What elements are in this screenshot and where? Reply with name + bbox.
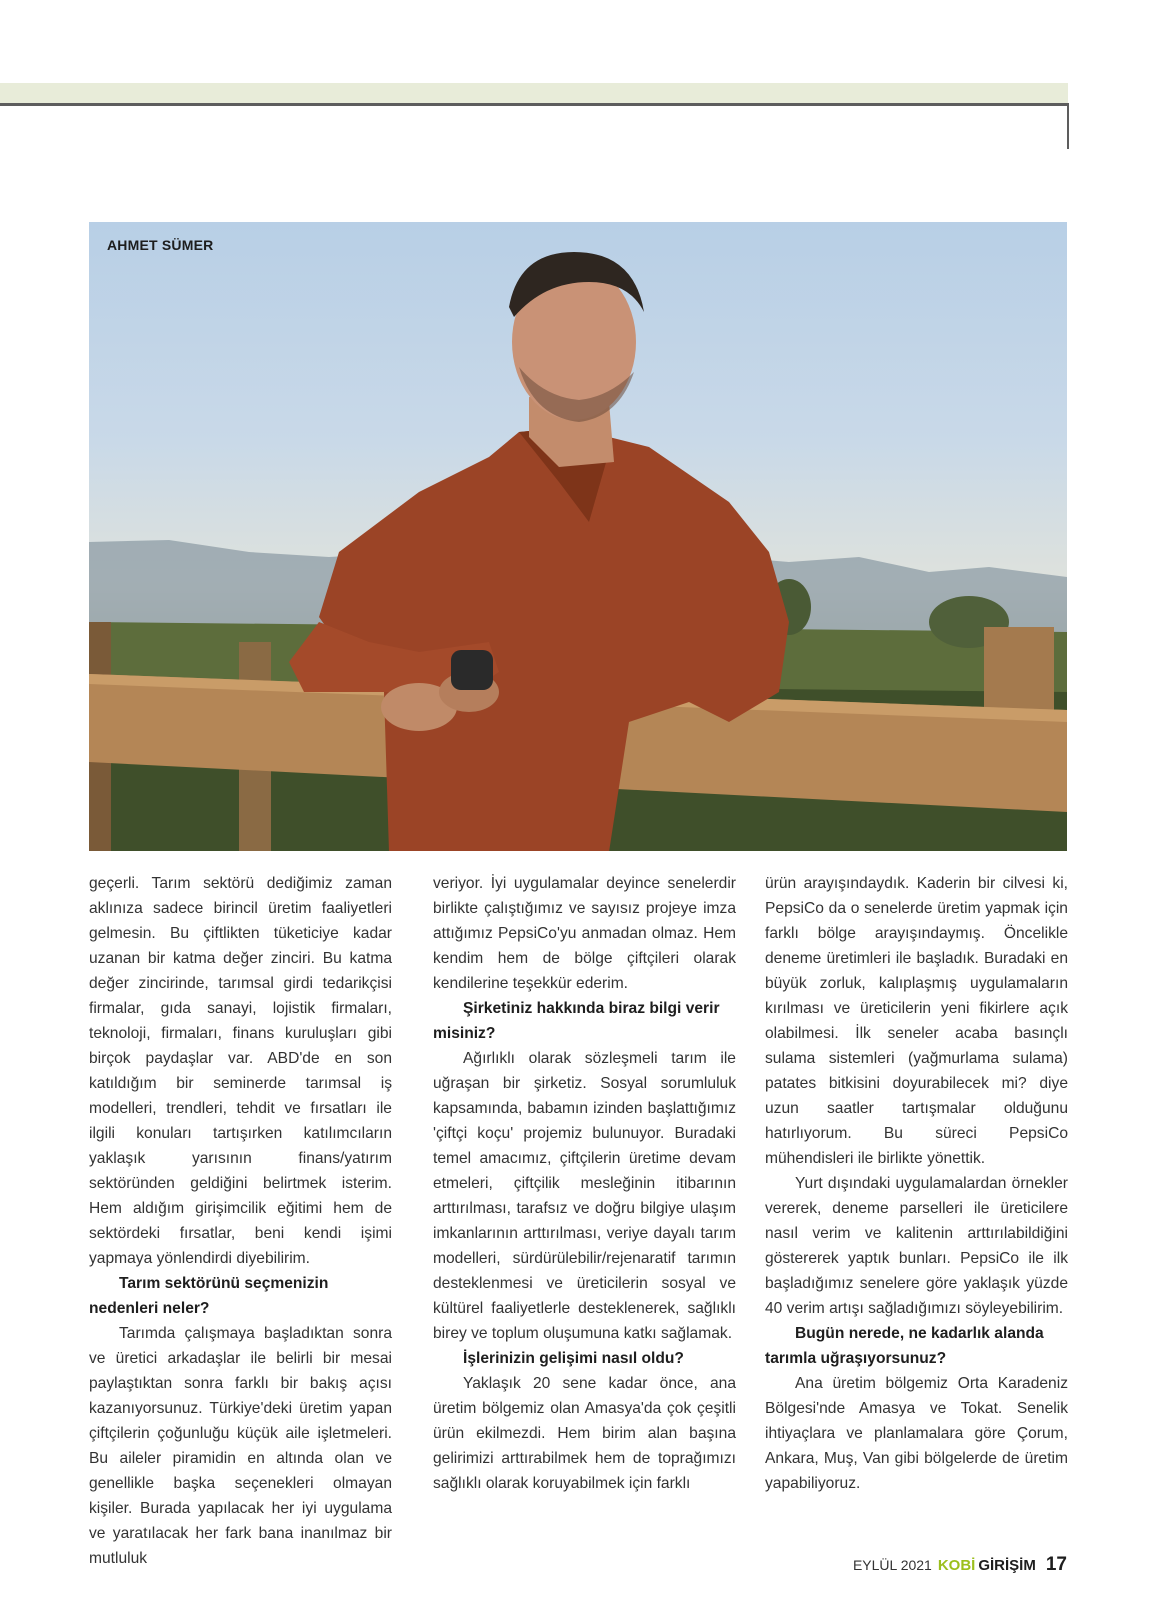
article-column-1 (89, 871, 392, 1571)
article-column-2 (433, 871, 736, 1496)
paragraph: Yaklaşık 20 sene kadar önce, ana üretim bölgemiz olan Amasya'da çok çeşitli ürün ekilmezdi. Hem birim alan başına gelirimizi arttırabilmek hem de toprağımızı sağlıklı olarak koruyabilmek için farklı (433, 1375, 736, 1492)
paragraph: Tarımda çalışmaya başladıktan sonra ve üretici arkadaşlar ile belirli bir mesai paylaştıktan sonra farklı bir bakış açısı kazanıyorsunuz. Türkiye'deki üretim yapan çiftçilerin çoğunluğu küçük aile işletmeleri. Bu aileler piramidin en altında olan ve genellikle başka seçenekleri olmayan kişiler. Burada yapılacak her iyi uygulama ve yaratılacak her fark bana inanılmaz bir mutluluk (89, 1325, 392, 1567)
question-heading: Tarım sektörünü seçmenizin nedenleri neler? (89, 1275, 329, 1317)
page-number: 17 (1045, 1554, 1067, 1575)
header-tick (1067, 103, 1069, 149)
header-band (0, 83, 1068, 104)
photo-caption: AHMET SÜMER (107, 237, 214, 253)
photo-illustration (89, 222, 1067, 851)
paragraph: Ağırlıklı olarak sözleşmeli tarım ile uğraşan bir şirketiz. Sosyal sorumluluk kapsamında, babamın izinden başlattığımız 'çiftçi koçu' projemiz bulunuyor. Buradaki temel amacımız, çiftçilerin üretime devam etmeleri, çiftçilik mesleğinin itibarının arttırılması, tarafsız ve doğru bilgiye ulaşım imkanlarının arttırılması, veriye dayalı tarım modelleri, sürdürülebilir/rejenaratif tarımın desteklenmesi ve üreticilerin sosyal ve kültürel faaliyetlerle desteklenerek, sağlıklı birey ve toplum oluşumuna katkı sağlamak. (433, 1050, 736, 1342)
issue-date: EYLÜL 2021 (852, 1557, 932, 1573)
paragraph: ürün arayışındaydık. Kaderin bir cilvesi ki, PepsiCo da o senelerde üretim yapmak için farklı bölge arayışındaymış. Öncelikle deneme üretimleri ile başladık. Buradaki en büyük zorluk, kalıplaşmış uygulamaların kırılması ve üreticilerin yeni fikirlere açık olabilmesi. İlk seneler acaba basınçlı sulama sistemleri (yağmurlama sulama) patates bitkisini doyurabilecek mi? diye uzun saatler tartışmalar olduğunu hatırlıyorum. Bu süreci PepsiCo mühendisleri ile birlikte yönettik. (765, 875, 1068, 1167)
question-heading: İşlerinizin gelişimi nasıl oldu? (463, 1350, 684, 1367)
brand-kobi: KOBİ (937, 1557, 976, 1574)
paragraph: Yurt dışındaki uygulamalardan örnekler vererek, deneme parselleri ile üreticilere nasıl verim ve kalitenin arttırılabildiğini göstererek yaptık bunları. PepsiCo ile ilk başladığımız senelere göre yaklaşık yüzde 40 verim artışı sağladığımızı söyleyebilirim. (765, 1175, 1068, 1317)
article-column-3 (765, 871, 1068, 1496)
paragraph: geçerli. Tarım sektörü dediğimiz zaman aklınıza sadece birincil üretim faaliyetleri gelmesin. Bu çiftlikten tüketiciye kadar uzanan bir katma değer zinciri. Bu katma değer zincirinde, tarımsal girdi tedarikçisi firmalar, gıda sanayi, lojistik firmaları, teknoloji, firmaları, finans kuruluşları gibi birçok paydaşlar var. ABD'de en son katıldığım bir seminerde tarımsal iş modelleri, trendleri, tehdit ve fırsatları ile ilgili konuları tartışırken katılımcıların yaklaşık yarısının finans/yatırım sektöründen geldiğini belirtmek isterim. Hem aldığım girişimcilik eğitimi hem de sektördeki fırsatlar, beni kendi işimi yapmaya yönlendirdi diyebilirim. (89, 875, 392, 1267)
header-rule (0, 103, 1069, 106)
portrait-photo (89, 222, 1067, 851)
page-footer (853, 1554, 1067, 1576)
question-heading: Bugün nerede, ne kadarlık alanda tarımla uğraşıyorsunuz? (765, 1325, 1044, 1367)
paragraph: Ana üretim bölgemiz Orta Karadeniz Bölgesi'nde Amasya ve Tokat. Senelik ihtiyaçlara ve planlamalara göre Çorum, Ankara, Muş, Van gibi bölgelerde de üretim yapabiliyoruz. (765, 1375, 1068, 1492)
brand-girisim: GİRİŞİM (978, 1557, 1036, 1574)
paragraph: veriyor. İyi uygulamalar deyince senelerdir birlikte çalıştığımız ve sayısız projeye imza attığımız PepsiCo'yu anmadan olmaz. Hem kendim hem de bölge çiftçileri olarak kendilerine teşekkür ederim. (433, 875, 736, 992)
question-heading: Şirketiniz hakkında biraz bilgi verir misiniz? (433, 1000, 720, 1042)
